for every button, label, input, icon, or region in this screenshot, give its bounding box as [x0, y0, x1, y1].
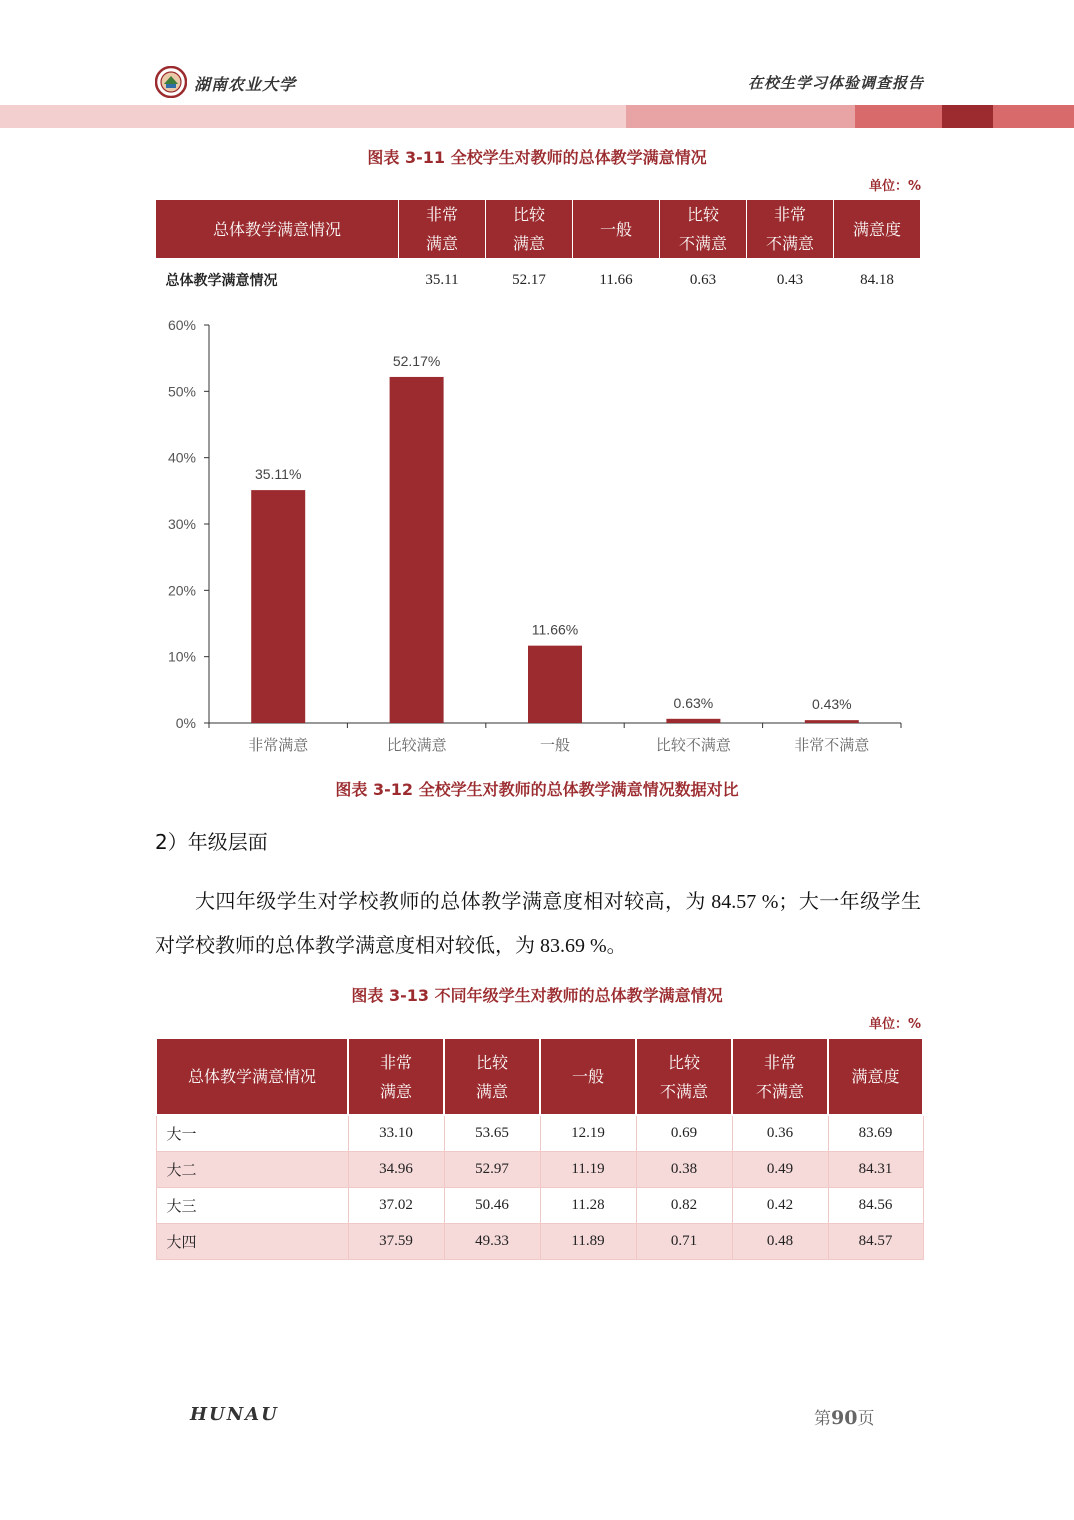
section-paragraph: 大四年级学生对学校教师的总体教学满意度相对较高，为 84.57 %；大一年级学生对学校教师的总体教学满意度相对较低，为 83.69 %。: [155, 891, 921, 957]
x-tick-label: 一般: [539, 736, 571, 754]
table-cell: 50.46: [444, 1188, 540, 1224]
data-label: 0.63%: [673, 694, 714, 711]
page-number-value: 90: [831, 1407, 858, 1429]
header-cell: 非常 满意: [399, 200, 486, 259]
table-cell: 11.28: [540, 1188, 636, 1224]
table-cell: 0.63: [689, 271, 717, 288]
header-cell: 比较 满意: [444, 1038, 540, 1115]
row-label: 大三: [156, 1188, 348, 1224]
table-cell: 11.89: [540, 1224, 636, 1260]
header-band-rose: [855, 105, 942, 128]
table-cell: 12.19: [540, 1115, 636, 1152]
table-cell: 33.10: [348, 1115, 444, 1152]
header-band-mid: [626, 105, 855, 128]
table-cell: 11.19: [540, 1152, 636, 1188]
section-subheading: 2）年级层面: [155, 830, 268, 854]
table2-unit: 单位：%: [868, 1017, 921, 1032]
header-cell: 总体教学满意情况: [156, 200, 399, 259]
x-tick-label: 非常满意: [248, 736, 309, 754]
table-cell: 35.11: [425, 271, 459, 288]
data-label: 0.43%: [811, 696, 852, 713]
data-label: 11.66%: [531, 621, 579, 638]
y-tick-label: 0%: [175, 715, 196, 731]
table-row: [156, 259, 921, 302]
y-tick-label: 60%: [167, 317, 196, 333]
university-seal-icon: [155, 66, 187, 98]
table-row: [156, 1188, 923, 1224]
x-tick-label: 比较满意: [386, 736, 447, 754]
y-tick-label: 40%: [167, 449, 196, 466]
row-label: 大二: [156, 1152, 348, 1188]
data-label: 35.11%: [254, 466, 302, 483]
bar: [251, 490, 305, 723]
page-prefix: 第: [814, 1409, 831, 1429]
table-overall-satisfaction: [155, 199, 921, 301]
row-label: 总体教学满意情况: [165, 273, 278, 289]
header-cell: 比较 不满意: [660, 200, 747, 259]
table-grade-satisfaction: [155, 1037, 924, 1260]
table1-unit: 单位：%: [868, 179, 921, 194]
table-cell: 37.59: [348, 1224, 444, 1260]
header-cell: 一般: [573, 200, 660, 259]
table-row: [156, 1224, 923, 1260]
y-tick-label: 50%: [167, 383, 196, 400]
footer-brand: HUNAU: [190, 1404, 279, 1425]
satisfaction-bar-chart: [150, 310, 930, 770]
y-tick-label: 20%: [167, 582, 196, 599]
table-cell: 34.96: [348, 1152, 444, 1188]
table-cell: 84.18: [860, 271, 894, 288]
table-cell: 0.48: [732, 1224, 828, 1260]
header-cell: 一般: [540, 1038, 636, 1115]
table-row: [156, 1152, 923, 1188]
table-row: [156, 1115, 923, 1152]
table-cell: 0.42: [732, 1188, 828, 1224]
bar: [805, 720, 859, 723]
table2-caption: 图表 3-13 不同年级学生对教师的总体教学满意情况: [351, 986, 723, 1005]
bar: [390, 377, 444, 723]
y-tick-label: 30%: [167, 516, 196, 532]
table-cell: 11.66: [599, 271, 633, 288]
header-cell: 比较 不满意: [636, 1038, 732, 1115]
table-cell: 52.17: [512, 271, 546, 288]
header-cell: 总体教学满意情况: [156, 1038, 348, 1115]
header-cell: 非常 满意: [348, 1038, 444, 1115]
table-cell: 0.36: [732, 1115, 828, 1152]
table-cell: 83.69: [828, 1115, 923, 1152]
x-tick-label: 非常不满意: [794, 736, 870, 754]
header-report-title: 在校生学习体验调查报告: [747, 74, 924, 92]
header-cell: 比较 满意: [486, 200, 573, 259]
header-band-rose-end: [993, 105, 1074, 128]
data-label: 52.17%: [392, 352, 441, 369]
table-cell: 0.43: [776, 271, 804, 288]
header-university-name: 湖南农业大学: [194, 75, 297, 94]
header-band-dark: [942, 105, 993, 128]
bar: [528, 646, 582, 723]
table-cell: 0.71: [636, 1224, 732, 1260]
header-cell: 满意度: [828, 1038, 923, 1115]
x-tick-label: 比较不满意: [655, 736, 731, 754]
page-number: [814, 1404, 874, 1429]
table-cell: 0.82: [636, 1188, 732, 1224]
header-band-light: [0, 105, 626, 128]
chart-caption: 图表 3-12 全校学生对教师的总体教学满意情况数据对比: [335, 780, 739, 799]
header-cell: 满意度: [834, 200, 921, 259]
page-suffix: 页: [857, 1409, 875, 1429]
table-cell: 84.56: [828, 1188, 923, 1224]
table-cell: 52.97: [444, 1152, 540, 1188]
y-tick-label: 10%: [167, 648, 196, 665]
table-cell: 0.69: [636, 1115, 732, 1152]
table-cell: 37.02: [348, 1188, 444, 1224]
row-label: 大一: [156, 1115, 348, 1152]
table-cell: 53.65: [444, 1115, 540, 1152]
bar: [666, 719, 720, 723]
table-cell: 84.31: [828, 1152, 923, 1188]
row-label: 大四: [156, 1224, 348, 1260]
table-cell: 0.49: [732, 1152, 828, 1188]
header-cell: 非常 不满意: [732, 1038, 828, 1115]
table-cell: 84.57: [828, 1224, 923, 1260]
table-cell: 49.33: [444, 1224, 540, 1260]
header-cell: 非常 不满意: [747, 200, 834, 259]
table1-caption: 图表 3-11 全校学生对教师的总体教学满意情况: [367, 148, 707, 167]
table-cell: 0.38: [636, 1152, 732, 1188]
